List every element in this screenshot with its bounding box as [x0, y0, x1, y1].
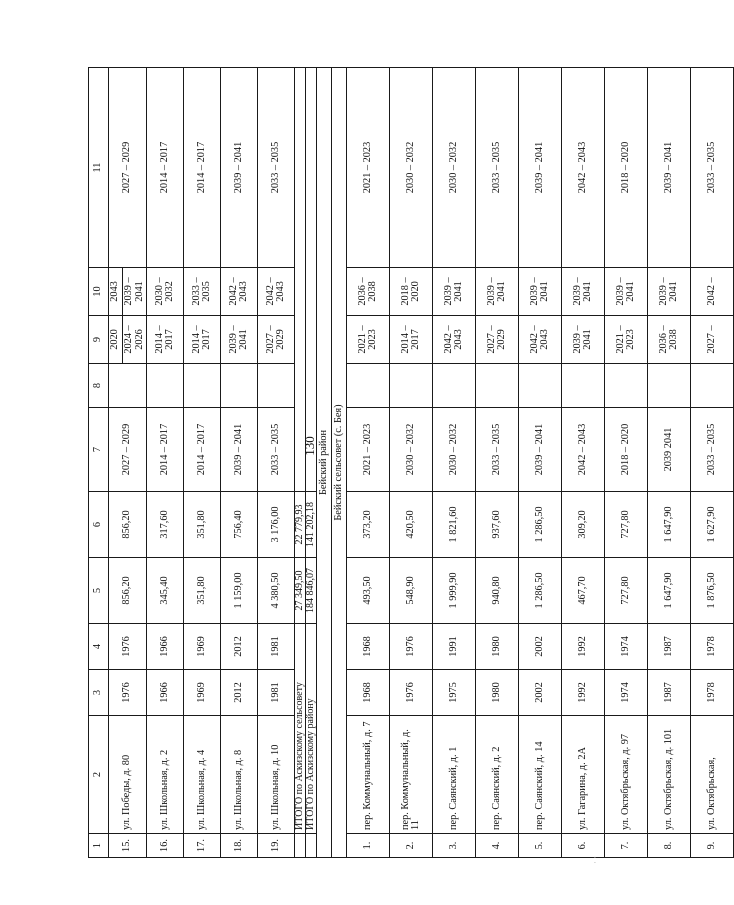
row-address: ул. Школьная, д. 8 [221, 716, 258, 834]
cell-c7: 2039 2041 [648, 408, 691, 492]
row-address: ул. Октябрьская, д. 97 [605, 716, 648, 834]
table-row [605, 68, 648, 858]
cell-c11: 2030 – 2032 [390, 68, 433, 268]
cell-c3: 1981 [258, 670, 295, 716]
total-area: 184 846,07 [306, 558, 317, 624]
cell-c10: 2036 – 2038 [347, 268, 390, 316]
cell-c4: 1978 [691, 624, 734, 670]
row-number: 9. [691, 834, 734, 858]
cell-c8 [691, 364, 734, 408]
cell-c7: 2033 – 2035 [691, 408, 734, 492]
cell-c11: 2018 – 2020 [605, 68, 648, 268]
cell-c4: 1976 [109, 624, 147, 670]
column-number: 2 [89, 716, 109, 834]
cell-c11: 2039 – 2041 [648, 68, 691, 268]
column-number: 3 [89, 670, 109, 716]
row-address: пер. Коммунальный, д. 7 [347, 716, 390, 834]
row-address: пер. Саянский, д. 2 [476, 716, 519, 834]
cell-c4: 1976 [390, 624, 433, 670]
council-heading [332, 68, 347, 858]
row-address: пер. Саянский, д. 14 [519, 716, 562, 834]
cell-c6: 3 176,00 [258, 492, 295, 558]
cell-c5: 1 647,90 [648, 558, 691, 624]
cell-c4: 1974 [605, 624, 648, 670]
column-number: 5 [89, 558, 109, 624]
row-number: 5. [519, 834, 562, 858]
row-address: ул. Школьная, д. 10 [258, 716, 295, 834]
cell-c9: 2039 – 2041 [562, 316, 605, 364]
cell-c5: 351,80 [184, 558, 221, 624]
row-number: 2. [390, 834, 433, 858]
cell-c8 [433, 364, 476, 408]
cell-c7: 2030 – 2032 [390, 408, 433, 492]
cell-c3: 1966 [147, 670, 184, 716]
cell-c3: 1975 [433, 670, 476, 716]
cell-c11: 2027 – 2029 [109, 68, 147, 268]
cell-c9: 2014 – 2017 [390, 316, 433, 364]
cell-c8 [221, 364, 258, 408]
cell-c11: 2033 – 2035 [258, 68, 295, 268]
cell-c8 [347, 364, 390, 408]
cell-c4: 1987 [648, 624, 691, 670]
table-row [221, 68, 258, 858]
cell-c8 [147, 364, 184, 408]
row-number: 4. [476, 834, 519, 858]
cell-c8 [109, 364, 147, 408]
cell-c10: 2033 – 2035 [184, 268, 221, 316]
edge-mark: · · [590, 855, 600, 864]
total-row [295, 68, 306, 858]
cell-c8 [605, 364, 648, 408]
cell-c4: 1966 [147, 624, 184, 670]
cell-c4: 1968 [347, 624, 390, 670]
cell-c10: 2039 – 2041 [476, 268, 519, 316]
total-area: 27 349,50 [295, 558, 306, 624]
table-row [390, 68, 433, 858]
row-address: ул. Октябрьская, д. 101 [648, 716, 691, 834]
cell-c9: 2027 – [691, 316, 734, 364]
row-number: 15. [109, 834, 147, 858]
table-row [476, 68, 519, 858]
cell-c5: 856,20 [109, 558, 147, 624]
cell-c4: 1992 [562, 624, 605, 670]
cell-c10: 2039 – 2041 [562, 268, 605, 316]
cell-c10 [109, 268, 147, 316]
cell-c7: 2014 – 2017 [184, 408, 221, 492]
cell-c10: 2039 – 2041 [648, 268, 691, 316]
cell-c8 [648, 364, 691, 408]
table-row [519, 68, 562, 858]
cell-c7: 2039 – 2041 [519, 408, 562, 492]
cell-c6: 727,80 [605, 492, 648, 558]
cell-c4: 1980 [476, 624, 519, 670]
cell-c6: 373,20 [347, 492, 390, 558]
cell-c4: 1969 [184, 624, 221, 670]
cell-c3: 1974 [605, 670, 648, 716]
cell-c8 [258, 364, 295, 408]
cell-c3: 1978 [691, 670, 734, 716]
housing-repair-table [88, 67, 734, 858]
row-number: 8. [648, 834, 691, 858]
total-row [306, 68, 317, 858]
cell-c11: 2014 – 2017 [147, 68, 184, 268]
table-row [184, 68, 221, 858]
cell-c10: 2042 – 2043 [221, 268, 258, 316]
cell-c3: 1968 [347, 670, 390, 716]
cell-c4: 1991 [433, 624, 476, 670]
cell-c6: 1 627,90 [691, 492, 734, 558]
cell-c8 [562, 364, 605, 408]
row-address: пер. Саянский, д. 1 [433, 716, 476, 834]
cell-c10: 2039 – 2041 [433, 268, 476, 316]
cell-c9: 2021 – 2023 [605, 316, 648, 364]
cell-c10-carryover: 2043 [110, 268, 123, 315]
cell-c6: 937,60 [476, 492, 519, 558]
cell-c3: 1969 [184, 670, 221, 716]
cell-c7: 2027 – 2029 [109, 408, 147, 492]
total-rest [306, 68, 317, 492]
cell-c4: 1981 [258, 624, 295, 670]
cell-c5: 548,90 [390, 558, 433, 624]
column-number: 7 [89, 408, 109, 492]
total-blank [295, 834, 306, 858]
cell-c6: 1 821,60 [433, 492, 476, 558]
column-number: 9 [89, 316, 109, 364]
cell-c5: 1 876,50 [691, 558, 734, 624]
cell-c9: 2014 – 2017 [147, 316, 184, 364]
column-number: 6 [89, 492, 109, 558]
cell-c9: 2042 – 2043 [519, 316, 562, 364]
cell-c3: 1976 [390, 670, 433, 716]
cell-c7: 2033 – 2035 [476, 408, 519, 492]
column-number: 4 [89, 624, 109, 670]
row-address: ул. Октябрьская, [691, 716, 734, 834]
cell-c11: 2033 – 2035 [476, 68, 519, 268]
row-number: 18. [221, 834, 258, 858]
cell-c10: 2018 – 2020 [390, 268, 433, 316]
total-rest [295, 68, 306, 492]
row-address: ул. Школьная, д. 2 [147, 716, 184, 834]
district-heading [317, 68, 332, 858]
cell-c3: 2012 [221, 670, 258, 716]
council-heading-cell: Бейский сельсовет (с. Бея) [332, 68, 347, 858]
cell-c10: 2039 – 2041 [519, 268, 562, 316]
cell-c5: 4 380,50 [258, 558, 295, 624]
row-address: ул. Победы, д. 80 [109, 716, 147, 834]
table-body [89, 68, 734, 858]
page-number: 130 [302, 436, 317, 456]
cell-c3: 2002 [519, 670, 562, 716]
table-row [258, 68, 295, 858]
cell-c6: 351,80 [184, 492, 221, 558]
cell-c8 [476, 364, 519, 408]
cell-c11: 2021 – 2023 [347, 68, 390, 268]
column-number: 11 [89, 68, 109, 268]
cell-c5: 1 999,90 [433, 558, 476, 624]
cell-c9: 2014 – 2017 [184, 316, 221, 364]
cell-c6: 856,20 [109, 492, 147, 558]
cell-c9-carryover: 2020 [110, 316, 123, 363]
row-number: 16. [147, 834, 184, 858]
row-number: 6. [562, 834, 605, 858]
cell-c9: 2027 – 2029 [476, 316, 519, 364]
table-row [347, 68, 390, 858]
cell-c3: 1980 [476, 670, 519, 716]
cell-c6: 1 647,90 [648, 492, 691, 558]
table-row [648, 68, 691, 858]
cell-c7: 2042 – 2043 [562, 408, 605, 492]
cell-c9: 2039 – 2041 [221, 316, 258, 364]
cell-c5: 493,50 [347, 558, 390, 624]
cell-c10: 2039 – 2041 [605, 268, 648, 316]
cell-c7: 2018 – 2020 [605, 408, 648, 492]
total-label: ИТОГО по Аскизскому сельсовету [295, 624, 306, 834]
row-address: ул. Гагарина, д. 2А [562, 716, 605, 834]
cell-c5: 1 159,00 [221, 558, 258, 624]
cell-c5: 467,70 [562, 558, 605, 624]
cell-c11: 2039 – 2041 [519, 68, 562, 268]
cell-c7: 2039 – 2041 [221, 408, 258, 492]
cell-c9: 2042 – 2043 [433, 316, 476, 364]
column-number: 1 [89, 834, 109, 858]
cell-c6: 756,40 [221, 492, 258, 558]
cell-c5: 940,80 [476, 558, 519, 624]
cell-c6: 309,20 [562, 492, 605, 558]
cell-c11: 2033 – 2035 [691, 68, 734, 268]
cell-c6: 420,50 [390, 492, 433, 558]
row-number: 1. [347, 834, 390, 858]
cell-c4: 2012 [221, 624, 258, 670]
cell-c9: 2021 – 2023 [347, 316, 390, 364]
total-living-area: 141 202,18 [306, 492, 317, 558]
cell-c10: 2030 – 2032 [147, 268, 184, 316]
cell-c11: 2042 – 2043 [562, 68, 605, 268]
cell-c10: 2042 – [691, 268, 734, 316]
table-row [433, 68, 476, 858]
cell-c11: 2030 – 2032 [433, 68, 476, 268]
cell-c7: 2033 – 2035 [258, 408, 295, 492]
row-number: 3. [433, 834, 476, 858]
table-row [147, 68, 184, 858]
cell-c5: 345,40 [147, 558, 184, 624]
cell-c3: 1987 [648, 670, 691, 716]
cell-c7: 2014 – 2017 [147, 408, 184, 492]
total-living-area: 22 779,93 [295, 492, 306, 558]
cell-c11: 2039 – 2041 [221, 68, 258, 268]
cell-c8 [390, 364, 433, 408]
table-row [691, 68, 734, 858]
column-number-row [89, 68, 109, 858]
cell-c3: 1976 [109, 670, 147, 716]
total-label: ИТОГО по Аскизскому району [306, 624, 317, 834]
cell-c10: 2042 – 2043 [258, 268, 295, 316]
cell-c10-value: 2039 – 2041 [122, 277, 145, 306]
total-blank [306, 834, 317, 858]
cell-c7: 2021 – 2023 [347, 408, 390, 492]
cell-c4: 2002 [519, 624, 562, 670]
cell-c5: 1 286,50 [519, 558, 562, 624]
cell-c3: 1992 [562, 670, 605, 716]
cell-c6: 1 286,50 [519, 492, 562, 558]
district-heading-cell: Бейский район [317, 68, 332, 858]
cell-c11: 2014 – 2017 [184, 68, 221, 268]
column-number: 8 [89, 364, 109, 408]
row-address: пер. Коммунальный, д. 11 [390, 716, 433, 834]
cell-c9: 2036 – 2038 [648, 316, 691, 364]
rotated-table-container [88, 68, 717, 858]
cell-c5: 727,80 [605, 558, 648, 624]
row-number: 7. [605, 834, 648, 858]
cell-c9: 2027 – 2029 [258, 316, 295, 364]
table-row [109, 68, 147, 858]
cell-c7: 2030 – 2032 [433, 408, 476, 492]
row-number: 17. [184, 834, 221, 858]
table-row [562, 68, 605, 858]
cell-c6: 317,60 [147, 492, 184, 558]
cell-c8 [184, 364, 221, 408]
row-address: ул. Школьная, д. 4 [184, 716, 221, 834]
cell-c8 [519, 364, 562, 408]
cell-c9 [109, 316, 147, 364]
cell-c9-value: 2024 – 2026 [122, 325, 145, 354]
row-number: 19. [258, 834, 295, 858]
column-number: 10 [89, 268, 109, 316]
